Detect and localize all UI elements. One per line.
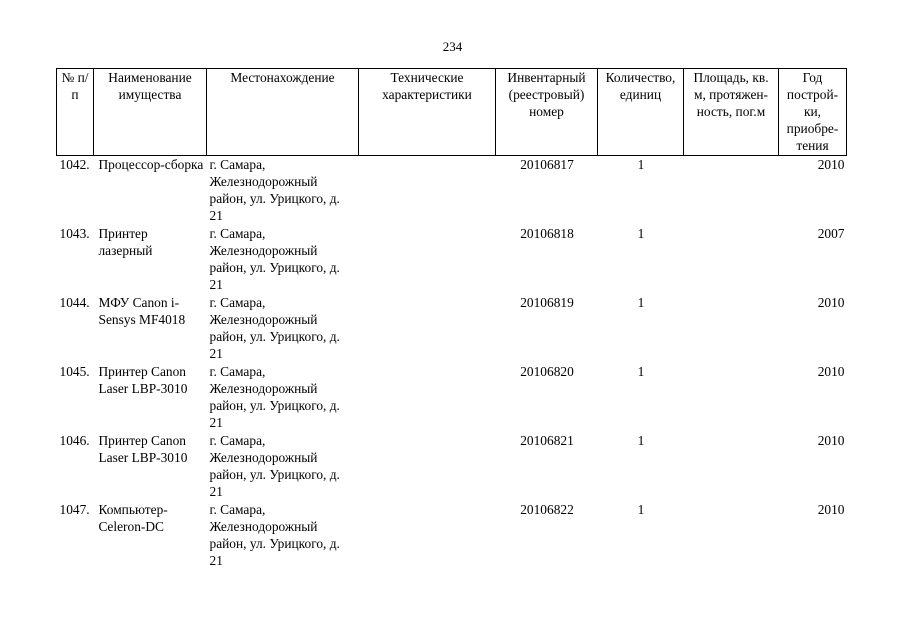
cell-tech: [359, 225, 496, 294]
cell-num: 1042.: [59, 157, 90, 172]
header-year: Год построй-ки, приобре-тения: [779, 69, 847, 156]
cell-location: г. Самара, Железнодорожный район, ул. Урицкого, д. 21: [209, 226, 340, 292]
cell-area: [684, 363, 779, 432]
cell-tech: [359, 501, 496, 570]
cell-location: г. Самара, Железнодорожный район, ул. Урицкого, д. 21: [209, 364, 340, 430]
cell-inventory: 20106819: [520, 295, 574, 310]
cell-name: МФУ Canon i-Sensys MF4018: [98, 295, 186, 327]
cell-inventory: 20106821: [520, 433, 574, 448]
cell-inventory: 20106820: [520, 364, 574, 379]
cell-area: [684, 501, 779, 570]
header-row: [57, 69, 847, 156]
cell-area: [684, 156, 779, 226]
header-tech: Технические характеристики: [359, 69, 496, 156]
cell-area: [684, 294, 779, 363]
table-header: [57, 69, 847, 156]
cell-num: 1046.: [59, 433, 90, 448]
cell-inventory: 20106818: [520, 226, 574, 241]
cell-quantity: 1: [637, 364, 645, 379]
cell-year: 2007: [817, 226, 845, 241]
cell-quantity: 1: [637, 433, 645, 448]
page-number: 234: [442, 39, 463, 54]
cell-name: Принтер лазерный: [98, 226, 153, 258]
header-area: Площадь, кв. м, протяжен-ность, пог.м: [684, 69, 779, 156]
cell-location: г. Самара, Железнодорожный район, ул. Урицкого, д. 21: [209, 157, 340, 223]
cell-location: г. Самара, Железнодорожный район, ул. Урицкого, д. 21: [209, 433, 340, 499]
cell-year: 2010: [817, 157, 845, 172]
cell-year: 2010: [817, 433, 845, 448]
cell-num: 1045.: [59, 364, 90, 379]
cell-inventory: 20106822: [520, 502, 574, 517]
cell-location: г. Самара, Железнодорожный район, ул. Урицкого, д. 21: [209, 295, 340, 361]
table-row: [57, 363, 847, 432]
header-quantity: Количество, единиц: [598, 69, 684, 156]
cell-tech: [359, 363, 496, 432]
cell-name: Процессор-сборка: [98, 157, 204, 172]
cell-location: г. Самара, Железнодорожный район, ул. Урицкого, д. 21: [209, 502, 340, 568]
table-row: [57, 501, 847, 570]
table-body: [57, 156, 847, 571]
cell-year: 2010: [817, 295, 845, 310]
cell-name: Компьютер-Celeron-DC: [98, 502, 168, 534]
table-row: [57, 156, 847, 226]
cell-num: 1043.: [59, 226, 90, 241]
cell-num: 1044.: [59, 295, 90, 310]
cell-name: Принтер Canon Laser LBP-3010: [98, 364, 188, 396]
cell-area: [684, 432, 779, 501]
table-row: [57, 225, 847, 294]
table-row: [57, 432, 847, 501]
cell-area: [684, 225, 779, 294]
header-num: № п/п: [57, 69, 94, 156]
cell-quantity: 1: [637, 157, 645, 172]
cell-quantity: 1: [637, 502, 645, 517]
header-inventory: Инвентарный (реестровый) номер: [496, 69, 598, 156]
header-name: Наименование имущества: [94, 69, 207, 156]
cell-num: 1047.: [59, 502, 90, 517]
cell-tech: [359, 294, 496, 363]
table-row: [57, 294, 847, 363]
cell-quantity: 1: [637, 226, 645, 241]
property-registry-table: [56, 68, 847, 570]
cell-name: Принтер Canon Laser LBP-3010: [98, 433, 188, 465]
cell-year: 2010: [817, 364, 845, 379]
cell-tech: [359, 156, 496, 226]
cell-tech: [359, 432, 496, 501]
cell-inventory: 20106817: [520, 157, 574, 172]
header-location: Местонахождение: [207, 69, 359, 156]
cell-quantity: 1: [637, 295, 645, 310]
cell-year: 2010: [817, 502, 845, 517]
